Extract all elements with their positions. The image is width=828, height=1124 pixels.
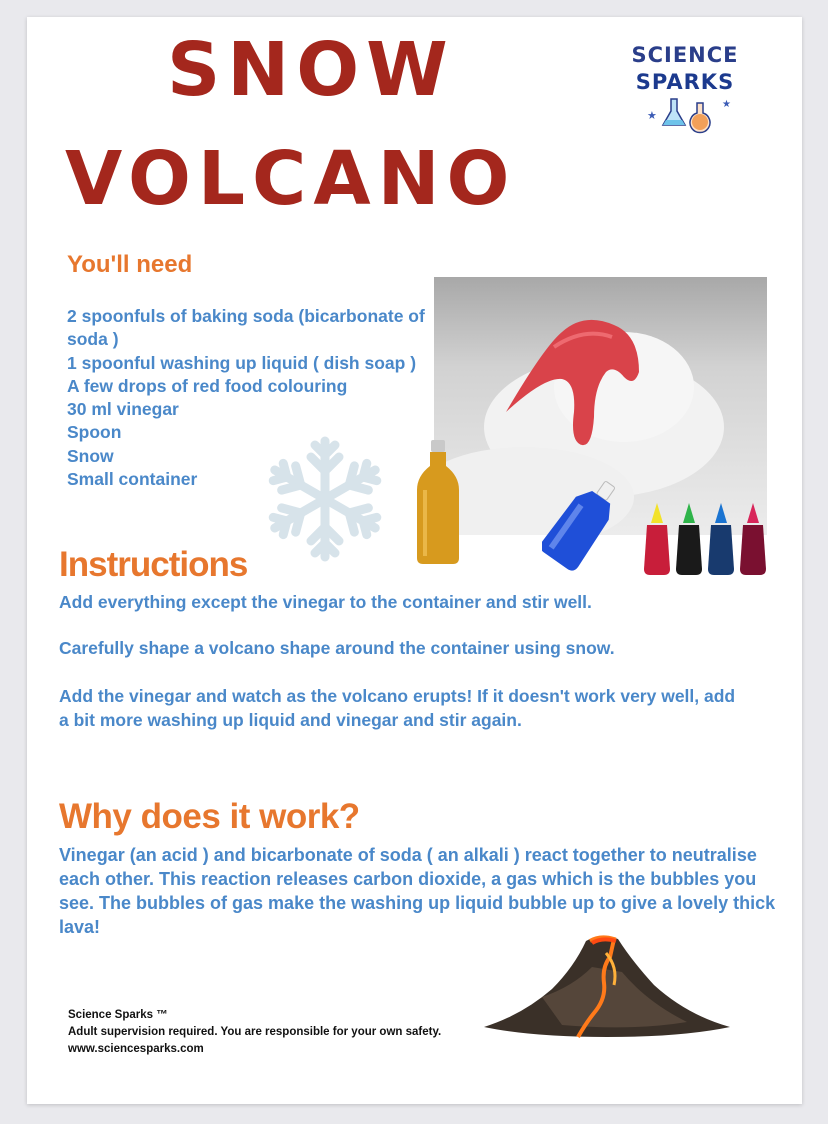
footer <box>68 1007 488 1058</box>
ingredient-item: Spoon <box>67 422 122 443</box>
vinegar-bottle-icon <box>415 440 461 566</box>
svg-text:★: ★ <box>722 99 731 110</box>
volcano-icon <box>482 927 732 1042</box>
you-will-need-heading: You'll need <box>67 251 193 278</box>
ingredient-item: 30 ml vinegar <box>67 399 179 420</box>
ingredient-item: 1 spoonful washing up liquid ( dish soap ) <box>67 352 417 373</box>
science-sparks-logo <box>627 41 743 153</box>
flask-icon <box>627 93 743 143</box>
footer-url: www.sciencesparks.com <box>68 1043 204 1055</box>
dish-soap-bottle-icon <box>542 475 622 571</box>
ingredient-item: 2 spoonfuls of baking soda (bicarbonate of soda ) <box>67 306 425 350</box>
logo-line-2: SPARKS <box>635 70 735 94</box>
explanation-text: Vinegar (an acid ) and bicarbonate of soda ( an alkali ) react together to neutralise each other. This reaction releases carbon dioxide, a gas which is the bubbles you see. The bubbles of gas make the washing up liquid bubble up to give a lovely thick lava! <box>59 845 776 937</box>
title-line-1: SNOW <box>167 27 455 113</box>
footer-warning: Adult supervision required. You are responsible for your own safety. <box>68 1026 442 1038</box>
title-line-2: VOLCANO <box>65 136 517 222</box>
footer-brand: Science Sparks ™ <box>68 1009 168 1021</box>
instruction-step-1: Add everything except the vinegar to the container and stir well. <box>59 592 592 612</box>
instruction-step-2: Carefully shape a volcano shape around the container using snow. <box>59 638 615 658</box>
snowflake-icon <box>265 433 385 565</box>
ingredient-item: A few drops of red food colouring <box>67 375 348 396</box>
ingredient-item: Snow <box>67 445 114 466</box>
svg-text:★: ★ <box>647 109 657 122</box>
logo-line-1: SCIENCE <box>631 43 739 67</box>
recipe-sheet <box>27 17 802 1104</box>
why-does-it-work-heading: Why does it work? <box>59 797 360 836</box>
ingredient-item: Small container <box>67 469 198 490</box>
food-colouring-bottles-icon <box>643 501 773 577</box>
instruction-step-3: Add the vinegar and watch as the volcano erupts! If it doesn't work very well, add a bit more washing up liquid and vinegar and stir again. <box>59 686 736 730</box>
instructions-heading: Instructions <box>59 545 248 584</box>
